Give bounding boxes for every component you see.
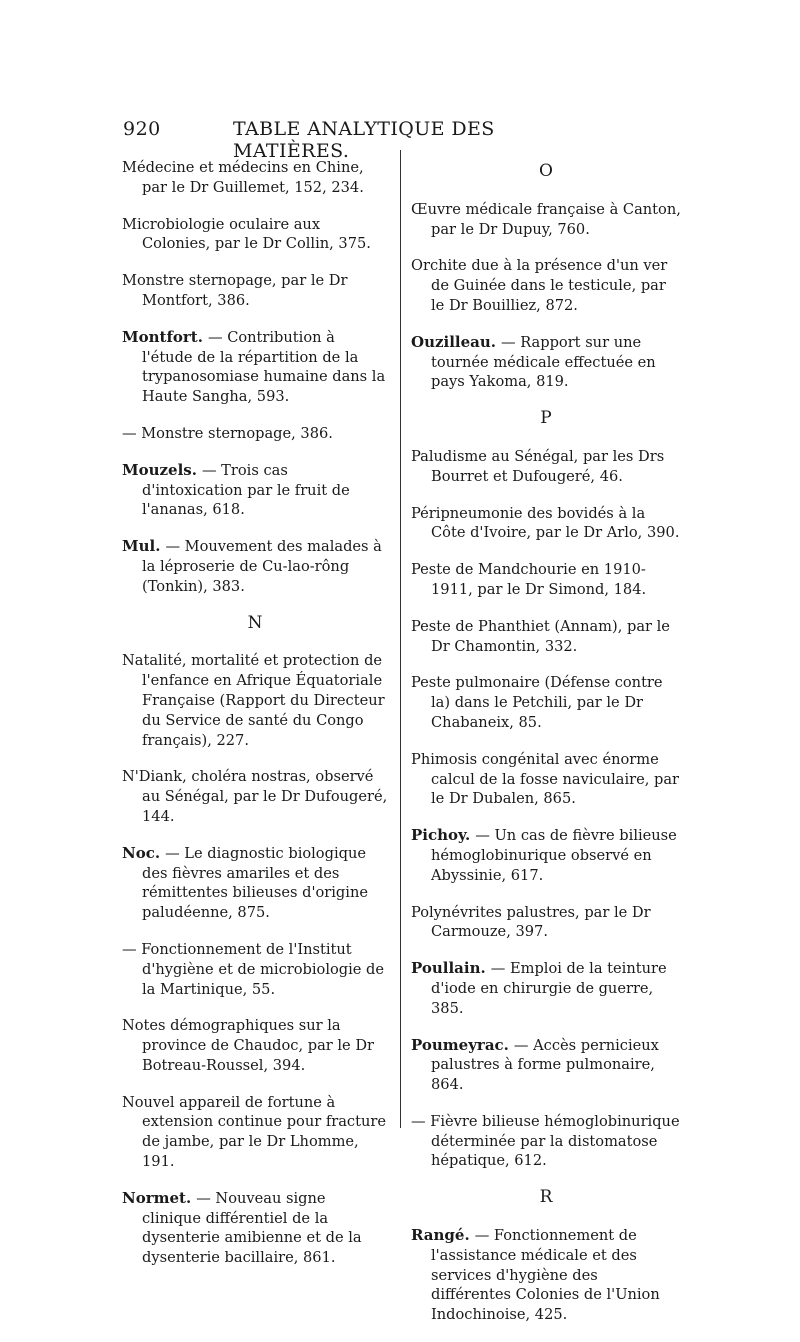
- page-header: [123, 118, 555, 162]
- entry-headword: Normet.: [122, 1188, 192, 1207]
- entry-headword: Mul.: [122, 537, 161, 556]
- index-entry: [122, 328, 388, 407]
- index-entry: [411, 617, 681, 657]
- index-entry: [122, 215, 388, 255]
- entry-text: — Le diagnostic biologique des fièvres amariles et des rémittentes bilieuses d'origine paludéenne, 875.: [142, 844, 368, 922]
- entry-text: Natalité, mortalité et protection de l'enfance en Afrique Équatoriale Française (Rapport du Directeur du Service de santé du Congo français), 227.: [122, 652, 385, 749]
- entry-text: — Accès pernicieux palustres à forme pulmonaire, 864.: [431, 1036, 659, 1094]
- page-number: 920: [123, 118, 161, 140]
- entry-text: Monstre sternopage, par le Dr Montfort, 386.: [122, 272, 348, 309]
- entry-text: Phimosis congénital avec énorme calcul de la fosse naviculaire, par le Dr Dubalen, 865.: [411, 750, 680, 808]
- index-entry: [411, 333, 681, 392]
- entry-headword: Rangé.: [411, 1226, 470, 1245]
- running-title: TABLE ANALYTIQUE DES MATIÈRES.: [233, 118, 495, 162]
- index-entry: [411, 504, 681, 544]
- entry-headword: Noc.: [122, 843, 161, 862]
- entry-text: Peste pulmonaire (Défense contre la) dans le Petchili, par le Dr Chabaneix, 85.: [411, 674, 663, 731]
- entry-text: — Mouvement des malades à la léproserie de Cu-lao-rông (Tonkin), 383.: [142, 538, 382, 595]
- entry-headword: Pichoy.: [411, 826, 471, 845]
- entry-text: — Trois cas d'intoxication par le fruit de l'ananas, 618.: [142, 461, 350, 519]
- index-entry: [122, 1189, 388, 1268]
- entry-text: — Fonctionnement de l'assistance médicale et des services d'hygiène des différentes Colonies de l'Union Indochinoise, 425.: [431, 1227, 660, 1324]
- index-entry: [411, 256, 681, 315]
- entry-text: Orchite due à la présence d'un ver de Guinée dans le testicule, par le Dr Bouilliez, 872.: [411, 257, 668, 314]
- index-entry: [122, 461, 388, 520]
- entry-text: — Monstre sternopage, 386.: [122, 424, 333, 442]
- index-entry: [122, 844, 388, 923]
- section-letter: N: [247, 612, 263, 633]
- entry-text: N'Diank, choléra nostras, observé au Sénégal, par le Dr Dufougeré, 144.: [122, 768, 388, 825]
- entry-text: Peste de Phanthiet (Annam), par le Dr Chamontin, 332.: [411, 617, 670, 655]
- index-entry: [122, 424, 388, 444]
- index-entry: [411, 560, 681, 600]
- entry-text: Notes démographiques sur la province de Chaudoc, par le Dr Botreau-Roussel, 394.: [122, 1017, 375, 1074]
- entry-headword: Ouzilleau.: [411, 332, 496, 351]
- entry-text: Paludisme au Sénégal, par les Drs Bourret et Dufougeré, 46.: [411, 447, 665, 485]
- entry-text: — Fièvre bilieuse hémoglobinurique déterminée par la distomatose hépatique, 612.: [411, 1112, 680, 1170]
- index-entry: [411, 750, 681, 809]
- entry-text: — Emploi de la teinture d'iode en chirurgie de guerre, 385.: [431, 960, 667, 1017]
- index-entry: [122, 158, 388, 198]
- entry-text: — Un cas de fièvre bilieuse hémoglobinurique observé en Abyssinie, 617.: [431, 827, 677, 884]
- section-letter: O: [539, 161, 553, 181]
- left-column: [122, 158, 388, 1285]
- index-entry: [411, 1226, 681, 1325]
- index-entry: [411, 447, 681, 487]
- entry-text: Polynévrites palustres, par le Dr Carmouze, 397.: [411, 903, 651, 941]
- entry-headword: Montfort.: [122, 327, 203, 346]
- index-entry: [411, 200, 681, 240]
- index-entry: [411, 673, 681, 732]
- entry-text: — Fonctionnement de l'Institut d'hygiène et de microbiologie de la Martinique, 55.: [122, 940, 385, 998]
- entry-text: — Nouveau signe clinique différentiel de la dysenterie amibienne et de la dysenterie bacillaire, 861.: [142, 1189, 362, 1267]
- entry-text: — Contribution à l'étude de la répartition de la trypanosomiase humaine dans la Haute Sangha, 593.: [142, 328, 386, 406]
- index-entry: [122, 651, 388, 750]
- entry-headword: Poumeyrac.: [411, 1035, 509, 1054]
- entry-text: Nouvel appareil de fortune à extension continue pour fracture de jambe, par le Dr Lhomme, 191.: [122, 1093, 386, 1171]
- entry-text: Œuvre médicale française à Canton, par le Dr Dupuy, 760.: [411, 200, 681, 238]
- section-letter: R: [539, 1187, 553, 1208]
- entry-text: Peste de Mandchourie en 1910-1911, par le Dr Simond, 184.: [411, 561, 647, 598]
- index-entry: [411, 959, 681, 1018]
- right-column: [411, 158, 681, 1342]
- index-entry: [122, 767, 388, 826]
- column-divider: [400, 150, 401, 1128]
- entry-headword: Poullain.: [411, 959, 486, 978]
- index-entry: [122, 1016, 388, 1075]
- index-entry: [122, 1093, 388, 1172]
- index-entry: [411, 1112, 681, 1171]
- entry-text: Médecine et médecins en Chine, par le Dr Guillemet, 152, 234.: [122, 159, 364, 196]
- index-entry: [411, 1036, 681, 1095]
- index-entry: [122, 940, 388, 999]
- entry-headword: Mouzels.: [122, 460, 197, 479]
- section-letter: P: [540, 408, 552, 429]
- entry-text: Microbiologie oculaire aux Colonies, par le Dr Collin, 375.: [122, 215, 371, 253]
- index-entry: [411, 826, 681, 885]
- entry-text: — Rapport sur une tournée médicale effectuée en pays Yakoma, 819.: [431, 333, 656, 391]
- index-entry: [411, 903, 681, 943]
- entry-text: Péripneumonie des bovidés à la Côte d'Ivoire, par le Dr Arlo, 390.: [411, 504, 680, 542]
- index-entry: [122, 271, 388, 311]
- index-entry: [122, 537, 388, 596]
